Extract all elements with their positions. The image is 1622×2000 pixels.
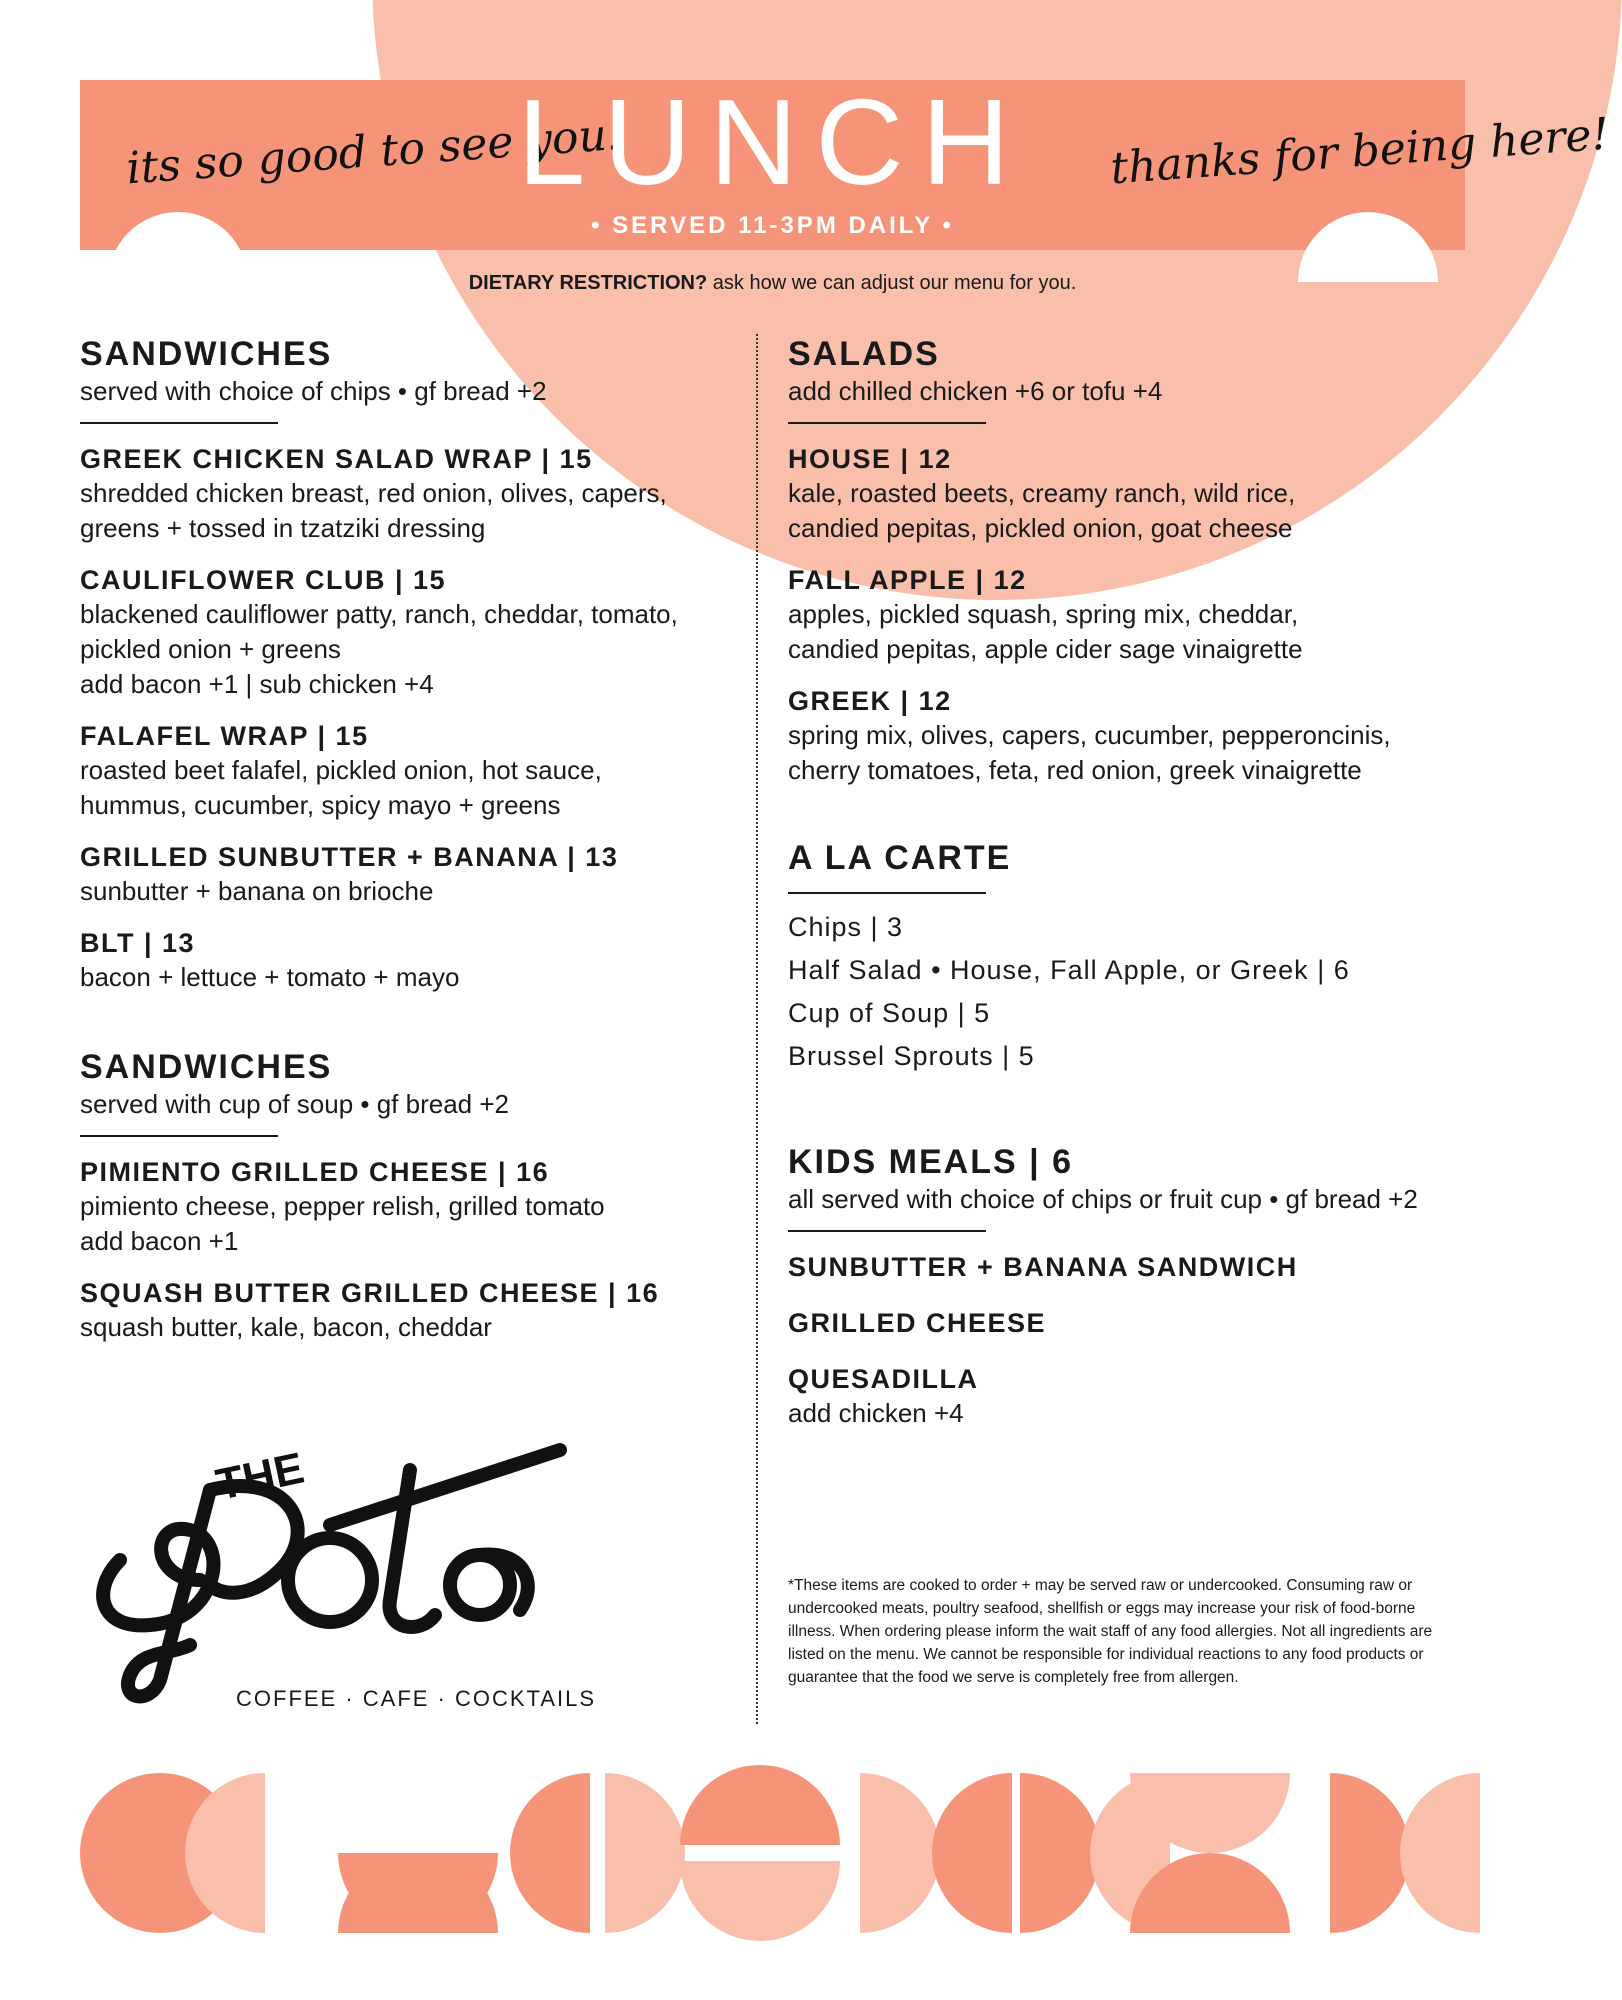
section-note: all served with choice of chips or fruit cup • gf bread +2 — [788, 1184, 1418, 1214]
menu-item-description: greens + tossed in tzatziki dressing — [80, 513, 486, 543]
logo-tagline: COFFEE · CAFE · COCKTAILS — [236, 1686, 597, 1711]
a-la-carte-item: Brussel Sprouts | 5 — [788, 1041, 1035, 1071]
a-la-carte-item: Chips | 3 — [788, 912, 904, 942]
menu-item-name: BLT | 13 — [80, 928, 196, 958]
menu-item — [80, 442, 740, 546]
menu-item-description: shredded chicken breast, red onion, olives, capers, — [80, 478, 667, 508]
section-rule — [788, 422, 986, 424]
menu-item-description: blackened cauliflower patty, ranch, cheddar, tomato, — [80, 599, 678, 629]
decorative-shape-band — [80, 1773, 1480, 1933]
menu-item-name: GRILLED SUNBUTTER + BANANA | 13 — [80, 842, 619, 872]
menu-item-description: sunbutter + banana on brioche — [80, 876, 434, 906]
section-note: served with choice of chips • gf bread +2 — [80, 376, 547, 406]
logo-the-text: THE — [211, 1443, 309, 1510]
the-pot-logo — [80, 1430, 600, 1740]
menu-item-description: cherry tomatoes, feta, red onion, greek vinaigrette — [788, 755, 1362, 785]
a-la-carte-list — [788, 906, 1488, 1078]
shape-half-left-2 — [510, 1773, 590, 1933]
menu-item-description: squash butter, kale, bacon, cheddar — [80, 1312, 492, 1342]
shape-half-left-3 — [932, 1773, 1012, 1933]
menu-item-list — [788, 442, 1488, 788]
menu-item-description: pimiento cheese, pepper relish, grilled tomato — [80, 1191, 605, 1221]
menu-item — [788, 563, 1488, 667]
section-title: A LA CARTE — [788, 839, 1012, 877]
shape-half-right-3 — [1020, 1773, 1100, 1933]
header-banner — [80, 74, 1611, 250]
menu-item-name: GRILLED CHEESE — [788, 1308, 1047, 1338]
column-divider — [756, 334, 758, 1724]
section-salads — [788, 334, 1488, 788]
menu-item — [788, 1362, 1488, 1431]
serving-hours: • SERVED 11-3PM DAILY • — [591, 212, 954, 239]
section-sandwiches-chips — [80, 334, 740, 995]
menu-item — [80, 719, 740, 823]
menu-item-name: SQUASH BUTTER GRILLED CHEESE | 16 — [80, 1278, 660, 1308]
menu-item-list — [80, 1155, 740, 1345]
menu-item-name: GREEK | 12 — [788, 686, 952, 716]
menu-item-description: add chicken +4 — [788, 1398, 964, 1428]
section-sandwiches-soup — [80, 1047, 740, 1345]
menu-item-description: candied pepitas, apple cider sage vinaigrette — [788, 634, 1303, 664]
a-la-carte-item: Cup of Soup | 5 — [788, 998, 991, 1028]
section-rule — [80, 422, 278, 424]
menu-item — [80, 1155, 740, 1259]
page-title: LUNCH — [517, 74, 1028, 210]
menu-item — [788, 1306, 1488, 1340]
menu-item-name: HOUSE | 12 — [788, 444, 952, 474]
menu-item-name: GREEK CHICKEN SALAD WRAP | 15 — [80, 444, 593, 474]
section-note: served with cup of soup • gf bread +2 — [80, 1089, 509, 1119]
section-rule — [788, 1230, 986, 1232]
section-kids-meals — [788, 1142, 1488, 1431]
section-note: add chilled chicken +6 or tofu +4 — [788, 376, 1163, 406]
dietary-note-text: ask how we can adjust our menu for you. — [707, 272, 1077, 294]
section-title: SANDWICHES — [80, 335, 333, 373]
menu-item-list — [788, 1250, 1488, 1431]
menu-item-name: FALAFEL WRAP | 15 — [80, 721, 369, 751]
menu-item-description: apples, pickled squash, spring mix, cheddar, — [788, 599, 1299, 629]
menu-item-description: roasted beet falafel, pickled onion, hot sauce, — [80, 755, 602, 785]
menu-item-name: SUNBUTTER + BANANA SANDWICH — [788, 1252, 1298, 1282]
greeting-script-left: its so good to see you! — [124, 108, 627, 195]
shape-half-right-2 — [860, 1773, 940, 1933]
menu-item-name: QUESADILLA — [788, 1364, 979, 1394]
dietary-note-bold: DIETARY RESTRICTION? — [468, 272, 708, 294]
menu-item-description: pickled onion + greens — [80, 634, 341, 664]
menu-item-description: candied pepitas, pickled onion, goat cheese — [788, 513, 1293, 543]
menu-item — [80, 926, 740, 995]
section-title: SALADS — [788, 335, 940, 373]
shape-half-right — [605, 1773, 685, 1933]
menu-item-description: add bacon +1 — [80, 1226, 239, 1256]
logo-mark — [80, 1430, 600, 1690]
menu-item — [80, 1276, 740, 1345]
food-safety-disclaimer: *These items are cooked to order + may be served raw or undercooked. Consuming raw or undercooked meats, poultry seafood, shellfish or eggs may increase your risk of food-borne illness. When ordering please inform the wait staff of any food allergies. Not all ingredients are listed on the menu. We cannot be responsible for individual reactions to any food products or guarantee that the food we serve is completely free from allergen. — [788, 1577, 1433, 1686]
left-column — [80, 334, 740, 1362]
menu-item-list — [80, 442, 740, 995]
a-la-carte-item: Half Salad • House, Fall Apple, or Greek | 6 — [788, 955, 1350, 985]
greeting-script-right: thanks for being here! — [1108, 108, 1611, 195]
section-title: SANDWICHES — [80, 1048, 333, 1086]
menu-item-description: hummus, cucumber, spicy mayo + greens — [80, 790, 561, 820]
section-rule — [80, 1135, 278, 1137]
section-title: KIDS MEALS | 6 — [788, 1143, 1073, 1181]
menu-item-description: spring mix, olives, capers, cucumber, pepperoncinis, — [788, 720, 1391, 750]
menu-item — [788, 442, 1488, 546]
menu-item — [80, 563, 740, 702]
menu-item-name: PIMIENTO GRILLED CHEESE | 16 — [80, 1157, 550, 1187]
shape-half-left-5 — [1400, 1773, 1480, 1933]
shape-half-right-4 — [1330, 1773, 1410, 1933]
section-rule — [788, 892, 986, 894]
section-a-la-carte — [788, 838, 1488, 1078]
menu-item-name: CAULIFLOWER CLUB | 15 — [80, 565, 447, 595]
dietary-note — [0, 272, 1545, 295]
menu-item-description: kale, roasted beets, creamy ranch, wild rice, — [788, 478, 1296, 508]
menu-item — [788, 684, 1488, 788]
menu-item-description: add bacon +1 | sub chicken +4 — [80, 669, 434, 699]
menu-item — [80, 840, 740, 909]
shape-half-top-2 — [680, 1765, 840, 1845]
shape-half-bottom-2 — [680, 1861, 840, 1941]
right-column — [788, 334, 1488, 1453]
menu-item — [788, 1250, 1488, 1284]
menu-item-description: bacon + lettuce + tomato + mayo — [80, 962, 460, 992]
menu-item-name: FALL APPLE | 12 — [788, 565, 1027, 595]
